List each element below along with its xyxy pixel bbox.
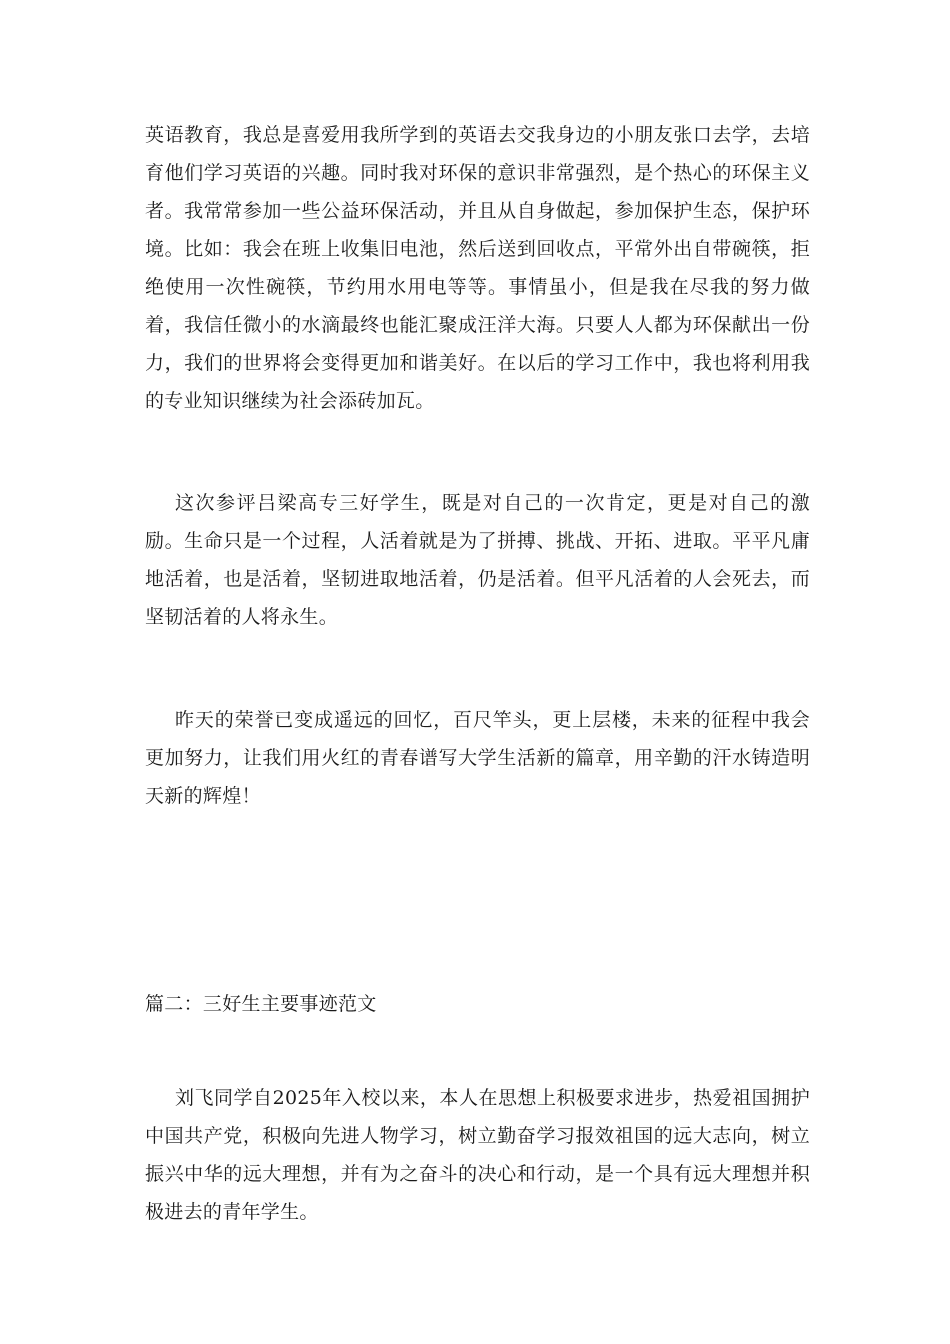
- paragraph-future-outlook: 昨天的荣誉已变成遥远的回忆，百尺竿头，更上层楼，未来的征程中我会更加努力，让我们用火红的青春谱写大学生活新的篇章，用辛勤的汗水铸造明天新的辉煌！: [145, 709, 810, 807]
- paragraph-three-good-student-evaluation: 这次参评吕梁高专三好学生，既是对自己的一次肯定，更是对自己的激励。生命只是一个过程，人活着就是为了拼搏、挑战、开拓、进取。平平凡庸地活着，也是活着，坚韧进取地活着，仍是活着。但平凡活着的人会死去，而坚韧活着的人将永生。: [145, 492, 810, 628]
- paragraph-environmental-activities: 英语教育，我总是喜爱用我所学到的英语去交我身边的小朋友张口去学，去培育他们学习英语的兴趣。同时我对环保的意识非常强烈，是个热心的环保主义者。我常常参加一些公益环保活动，并且从自身做起，参加保护生态，保护环境。比如：我会在班上收集旧电池，然后送到回收点，平常外出自带碗筷，拒绝使用一次性碗筷，节约用水用电等等。事情虽小，但是我在尽我的努力做着，我信任微小的水滴最终也能汇聚成汪洋大海。只要人人都为环保献出一份力，我们的世界将会变得更加和谐美好。在以后的学习工作中，我也将利用我的专业知识继续为社会添砖加瓦。: [145, 124, 810, 412]
- section-heading: 篇二：三好生主要事迹范文: [145, 993, 377, 1015]
- paragraph-liu-fei-intro: 刘飞同学自2025年入校以来，本人在思想上积极要求进步，热爱祖国拥护中国共产党，积极向先进人物学习，树立勤奋学习报效祖国的远大志向，树立振兴中华的远大理想，并有为之奋斗的决心和行动，是一个具有远大理想并积极进去的青年学生。: [145, 1087, 810, 1223]
